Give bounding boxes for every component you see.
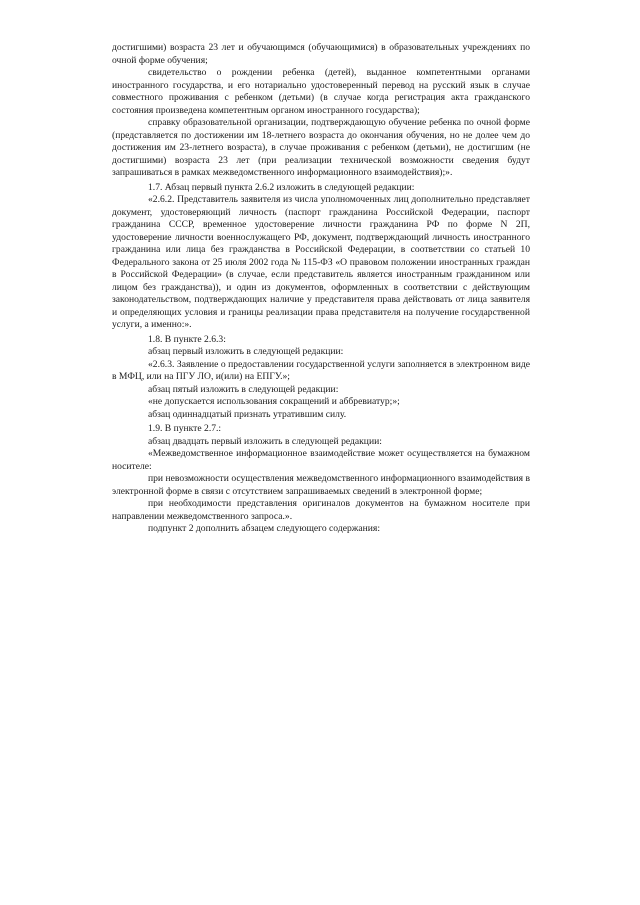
paragraph-9: абзац пятый изложить в следующей редакции: [148, 383, 339, 395]
paragraph-8: «2.6.3. Заявление о предоставлении государственной услуги заполняется в электронном виде в МФЦ, или на ПГУ ЛО, и(или) на ЕПГУ.»; [112, 358, 530, 382]
paragraph-6: 1.8. В пункте 2.6.3: [148, 333, 226, 345]
paragraph-12: 1.9. В пункте 2.7.: [148, 423, 222, 434]
paragraph-1: достигшими) возраста 23 лет и обучающимся (обучающимися) в образовательных учреждениях по очной форме обучения; [112, 42, 530, 66]
paragraph-7: абзац первый изложить в следующей редакции: [148, 346, 344, 357]
paragraph-11: абзац одиннадцатый признать утратившим силу. [148, 408, 347, 420]
paragraph-14: «Межведомственное информационное взаимодействие может осуществляется на бумажном носителе: [112, 448, 530, 472]
paragraph-3: справку образовательной организации, подтверждающую обучение ребенка по очной форме (представляется по достижении им 18-летнего возраста до окончания обучения, но не долее чем до достижения им 23-летнего возраста), в случае проживания с ребенком (детьми), не достигшим (не достигшими) возраста 23 лет (при реализации технической возможности сведения будут запрашиваться в рамках межведомственного информационного взаимодействия);». [112, 117, 530, 178]
paragraph-15: при невозможности осуществления межведомственного информационного взаимодействия в электронной форме в связи с отсутствием запрашиваемых сведений в электронной форме; [112, 473, 530, 497]
paragraph-10: «не допускается использования сокращений и аббревиатур;»; [148, 396, 400, 407]
paragraph-17: подпункт 2 дополнить абзацем следующего содержания: [148, 523, 380, 534]
paragraph-13: абзац двадцать первый изложить в следующей редакции: [148, 435, 382, 447]
paragraph-5: «2.6.2. Представитель заявителя из числа уполномоченных лиц дополнительно представляет документ, удостоверяющий личность (паспорт гражданина Российской Федерации, паспорт гражданина СССР, временное удостоверение личности гражданина РФ по форме N 2П, удостоверение личности военнослужащего РФ, документ, подтверждающий личность иностранного гражданина или лица без гражданства в Российской Федерации, в соответствии со статьей 10 Федерального закона от 25 июля 2002 года № 115-ФЗ «О правовом положении иностранных граждан в Российской Федерации» (в случае, если представитель является иностранным гражданином или лицом без гражданства)), и один из документов, оформленных в соответствии с действующим законодательством, подтверждающих наличие у представителя права действовать от лица заявителя и определяющих условия и границы реализации права представителя на получение государственной услуги, а именно:». [112, 194, 530, 330]
paragraph-16: при необходимости представления оригиналов документов на бумажном носителе при направлении межведомственного запроса.». [112, 498, 530, 522]
paragraph-4: 1.7. Абзац первый пункта 2.6.2 изложить в следующей редакции: [148, 181, 415, 193]
paragraph-2: свидетельство о рождении ребенка (детей), выданное компетентными органами иностранного государства, и его нотариально удостоверенный перевод на русский язык в случае совместного проживания с ребенком (детьми) (в случае когда регистрация акта гражданского состояния произведена компетентным органом иностранного государства); [112, 67, 530, 116]
